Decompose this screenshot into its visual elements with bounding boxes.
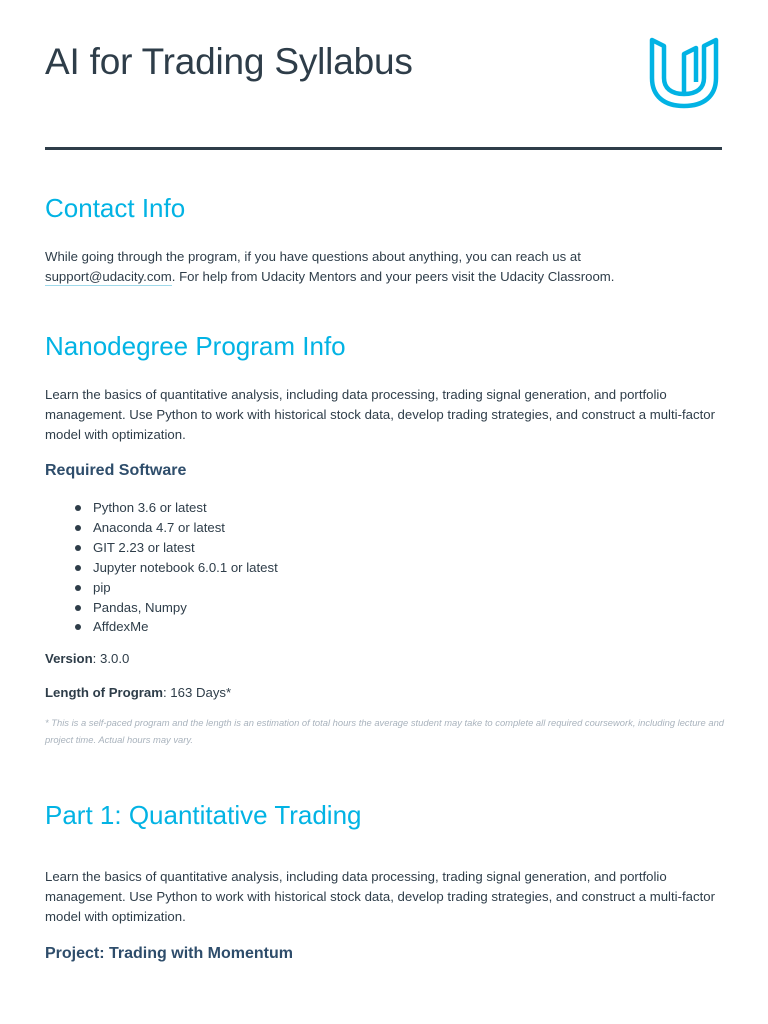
version-line	[45, 649, 129, 669]
list-item: Pandas, Numpy	[73, 598, 278, 618]
length-value: : 163 Days*	[162, 685, 232, 700]
program-heading: Nanodegree Program Info	[45, 331, 346, 361]
list-item: Jupyter notebook 6.0.1 or latest	[73, 558, 278, 578]
list-item: pip	[73, 578, 278, 598]
version-value: : 3.0.0	[92, 651, 130, 666]
list-item: Python 3.6 or latest	[73, 498, 278, 518]
contact-text	[45, 247, 725, 287]
contact-text-before: While going through the program, if you have questions about anything, you can reach us at	[45, 249, 581, 264]
software-list	[73, 498, 278, 637]
required-software-heading: Required Software	[45, 462, 187, 479]
header-divider	[45, 147, 722, 150]
list-item: Anaconda 4.7 or latest	[73, 518, 278, 538]
part1-heading: Part 1: Quantitative Trading	[45, 800, 362, 830]
list-item: AffdexMe	[73, 617, 278, 637]
version-label: Version	[45, 651, 93, 666]
part1-description: Learn the basics of quantitative analysis, including data processing, trading signal generation, and portfolio management. Use Python to work with historical stock data, develop trading strategies, and construct a multi-factor model with optimization.	[45, 869, 715, 924]
length-line	[45, 683, 231, 703]
length-footnote: * This is a self-paced program and the length is an estimation of total hours the average student may take to complete all required coursework, including lecture and project time. Actual hours may vary.	[45, 717, 725, 745]
contact-heading: Contact Info	[45, 193, 186, 223]
page-title: AI for Trading Syllabus	[45, 41, 413, 82]
support-email-link[interactable]: support@udacity.com	[45, 269, 172, 284]
udacity-logo-icon	[644, 34, 724, 114]
list-item: GIT 2.23 or latest	[73, 538, 278, 558]
program-description: Learn the basics of quantitative analysis, including data processing, trading signal generation, and portfolio management. Use Python to work with historical stock data, develop trading strategies, and construct a multi-factor model with optimization.	[45, 387, 715, 442]
project-heading: Project: Trading with Momentum	[45, 945, 294, 962]
length-label: Length of Program	[45, 685, 163, 700]
contact-text-after: . For help from Udacity Mentors and your peers visit the Udacity Classroom.	[171, 269, 615, 284]
